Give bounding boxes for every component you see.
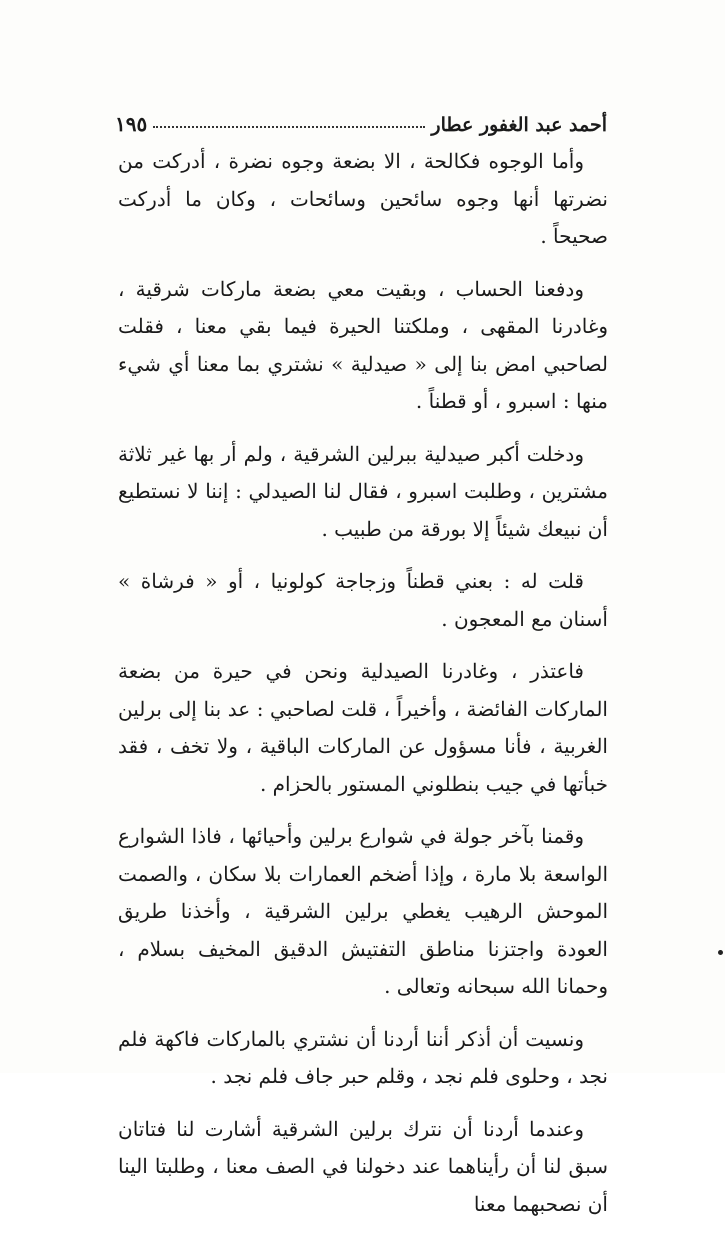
header-author: أحمد عبد الغفور عطار bbox=[431, 114, 607, 136]
paragraph: وعندما أردنا أن نترك برلين الشرقية أشارت لنا فتاتان سبق لنا أن رأيناهما عند دخولنا في الصف معنا ، وطلبتا الينا أن نصحبهما معنا bbox=[118, 1116, 608, 1216]
page-number: ١٩٥ bbox=[115, 112, 148, 136]
header-dot-leader bbox=[153, 126, 425, 128]
paragraph: ونسيت أن أذكر أننا أردنا أن نشتري بالماركات فاكهة فلم نجد ، وحلوى فلم نجد ، وقلم حبر جاف فلم نجد . bbox=[118, 1026, 608, 1088]
running-header bbox=[115, 100, 607, 136]
body-text bbox=[118, 143, 608, 1238]
margin-ink-spot bbox=[718, 950, 723, 955]
paragraph: فاعتذر ، وغادرنا الصيدلية ونحن في حيرة من بضعة الماركات الفائضة ، وأخيراً ، قلت لصاحبي : عد بنا إلى برلين الغربية ، فأنا مسؤول عن الماركات الباقية ، ولا تخف ، فقد خبأتها في جيب بنطلوني المستور بالحزام . bbox=[118, 659, 608, 796]
paragraph: قلت له : بعني قطناً وزجاجة كولونيا ، أو « فرشاة » أسنان مع المعجون . bbox=[118, 569, 608, 631]
paragraph: وأما الوجوه فكالحة ، الا بضعة وجوه نضرة ، أدركت من نضرتها أنها وجوه سائحين وسائحات ، وكان ما أدركت صحيحاً . bbox=[118, 149, 608, 248]
paragraph: ودخلت أكبر صيدلية ببرلين الشرقية ، ولم أر بها غير ثلاثة مشترين ، وطلبت اسبرو ، فقال لنا الصيدلي : إننا لا نستطيع أن نبيعك شيئاً إلا بورقة من طبيب . bbox=[118, 441, 608, 541]
paragraph: ودفعنا الحساب ، وبقيت معي بضعة ماركات شرقية ، وغادرنا المقهى ، وملكتنا الحيرة فيما بقي معنا ، فقلت لصاحبي امض بنا إلى « صيدلية » نشتري بما معنا أي شيء منها : اسبرو ، أو قطناً . bbox=[118, 276, 608, 413]
paragraph: وقمنا بآخر جولة في شوارع برلين وأحيائها ، فاذا الشوارع الواسعة بلا مارة ، وإذا أضخم العمارات بلا سكان ، والصمت الموحش الرهيب يغطي برلين الشرقية ، وأخذنا طريق العودة واجتزنا مناطق التفتيش الدقيق المخيف بسلام ، وحمانا الله سبحانه وتعالى . bbox=[118, 824, 608, 998]
